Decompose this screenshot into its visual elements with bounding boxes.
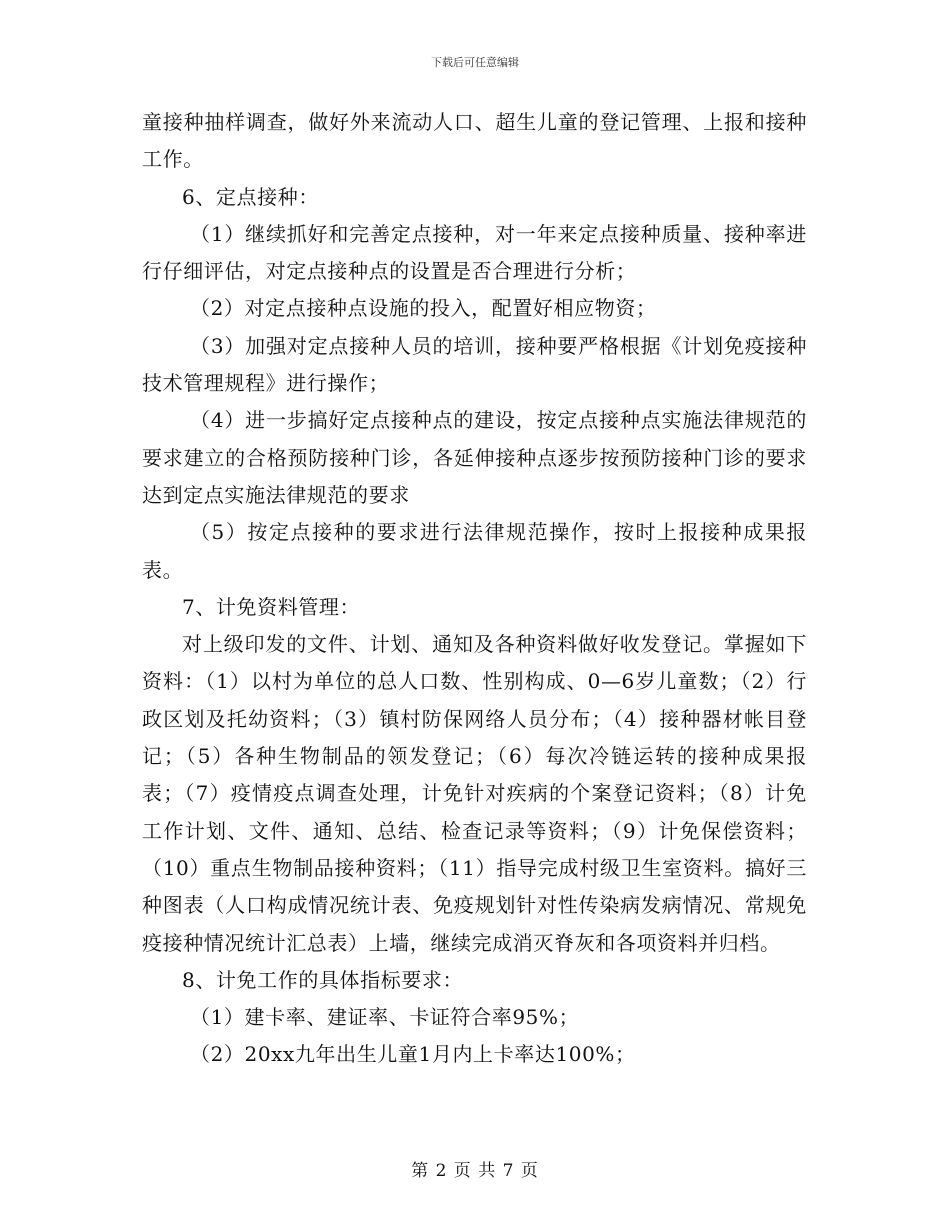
- page-number: 第 2 页 共 7 页: [411, 1161, 539, 1181]
- paragraph: 童接种抽样调查，做好外来流动人口、超生儿童的登记管理、上报和接种工作。: [142, 110, 807, 172]
- list-item: （3）加强对定点接种人员的培训，接种要严格根据《计划免疫接种技术管理规程》进行操作；: [142, 333, 807, 396]
- section-heading: 7、计免资料管理：: [182, 594, 361, 619]
- list-item: （4）进一步搞好定点接种点的建设，按定点接种点实施法律规范的要求建立的合格预防接种门诊，各延伸接种点逐步按预防接种门诊的要求达到定点实施法律规范的要求: [142, 408, 807, 507]
- page-header: 下载后可任意编辑: [431, 56, 519, 69]
- list-item: （2）对定点接种点设施的投入，配置好相应物资；: [190, 296, 657, 321]
- list-item: （5）按定点接种的要求进行法律规范操作，按时上报接种成果报表。: [142, 520, 807, 582]
- list-item: （1）建卡率、建证率、卡证符合率95%；: [190, 1005, 580, 1030]
- document-body: [142, 104, 807, 1074]
- list-item: （1）继续抓好和完善定点接种，对一年来定点接种质量、接种率进行仔细评估，对定点接种点的设置是否合理进行分析；: [142, 221, 807, 284]
- paragraph: 对上级印发的文件、计划、通知及各种资料做好收发登记。掌握如下资料：（1）以村为单位的总人口数、性别构成、0—6岁儿童数；（2）行政区划及托幼资料；（3）镇村防保网络人员分布；（4）接种器材帐目登记；（5）各种生物制品的领发登记；（6）每次冷链运转的接种成果报表；（7）疫情疫点调查处理，计免针对疾病的个案登记资料；（8）计免工作计划、文件、通知、总结、检查记录等资料；（9）计免保偿资料；（10）重点生物制品接种资料；（11）指导完成村级卫生室资料。搞好三种图表（人口构成情况统计表、免疫规划针对性传染病发病情况、常规免疫接种情况统计汇总表）上墙，继续完成消灭脊灰和各项资料并归档。: [142, 632, 807, 955]
- list-item: （2）20xx九年出生儿童1月内上卡率达100%；: [190, 1042, 636, 1067]
- section-heading: 8、计免工作的具体指标要求：: [182, 967, 464, 992]
- section-heading: 6、定点接种：: [182, 184, 319, 209]
